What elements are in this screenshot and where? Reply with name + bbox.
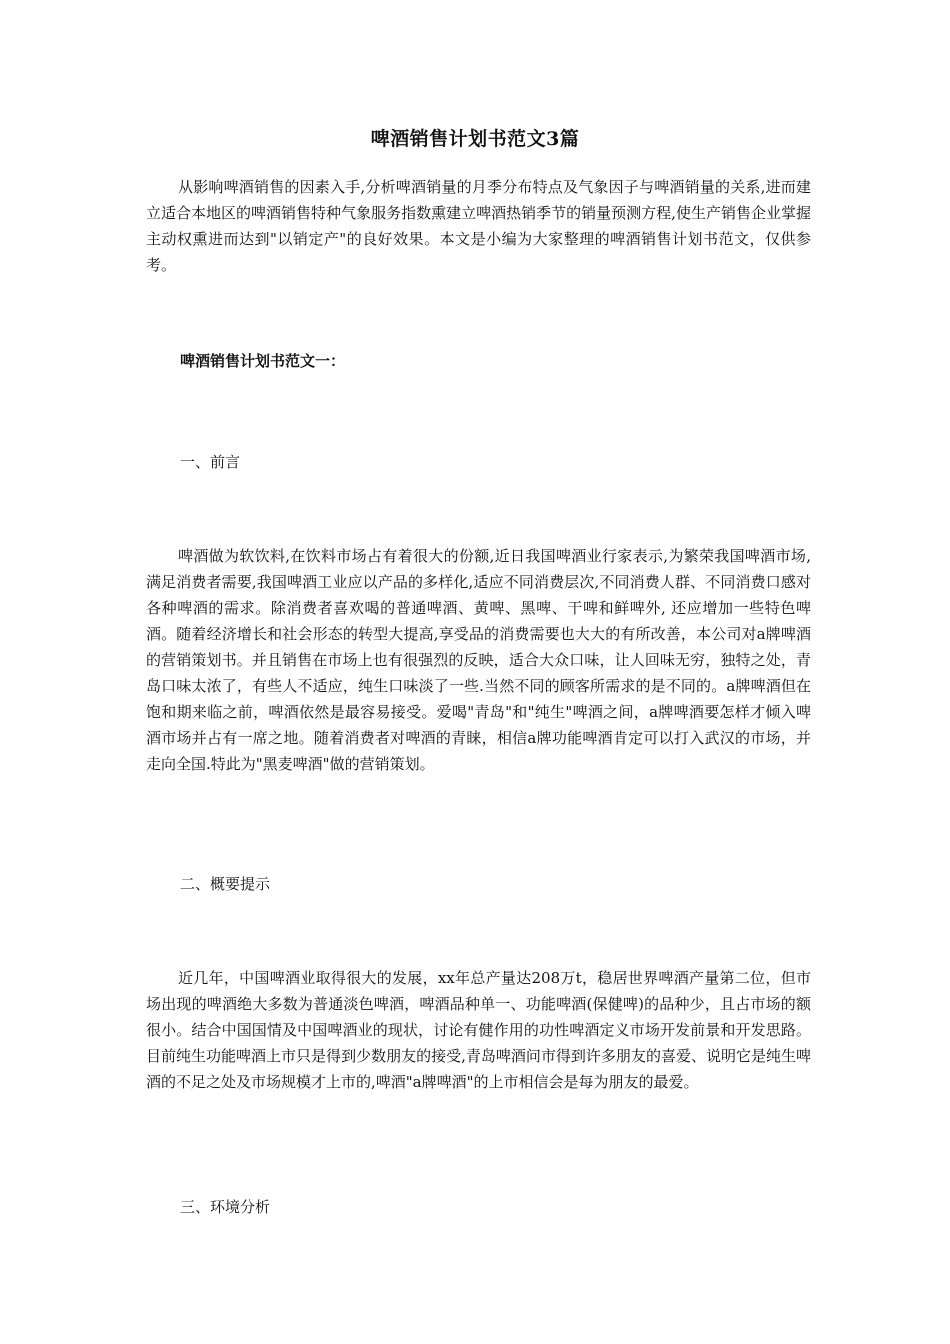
preface-paragraph: 啤酒做为软饮料,在饮料市场占有着很大的份额,近日我国啤酒业行家表示,为繁荣我国啤酒市场,满足消费者需要,我国啤酒工业应以产品的多样化,适应不同消费层次,不同消费人群、不同消费口感对各种啤酒的需求。除消费者喜欢喝的普通啤酒、黄啤、黑啤、干啤和鲜啤外, 还应增加一些特色啤酒。随着经济增长和社会形态的转型大提高,享受品的消费需要也大大的有所改善，本公司对a牌啤酒的营销策划书。并且销售在市场上也有很强烈的反映，适合大众口味，让人回味无穷，独特之处，青岛口味太浓了，有些人不适应，纯生口味淡了一些.当然不同的顾客所需求的是不同的。a牌啤酒但在饱和期来临之前，啤酒依然是最容易接受。爱喝"青岛"和"纯生"啤酒之间，a牌啤酒要怎样才倾入啤酒市场并占有一席之地。随着消费者对啤酒的青睐，相信a牌功能啤酒肯定可以打入武汉的市场，并走向全国.特此为"黑麦啤酒"做的营销策划。 xyxy=(146,547,811,773)
summary-paragraph: 近几年，中国啤酒业取得很大的发展，xx年总产量达208万t，稳居世界啤酒产量第二位，但市场出现的啤酒绝大多数为普通淡色啤酒，啤酒品种单一、功能啤酒(保健啤)的品种少，且占市场的额很小。结合中国国情及中国啤酒业的现状，讨论有健作用的功性啤酒定义市场开发前景和开发思路。目前纯生功能啤酒上市只是得到少数朋友的接受,青岛啤酒问市得到许多朋友的喜爱、说明它是纯生啤酒的不足之处及市场规模才上市的,啤酒"a牌啤酒"的上市相信会是每为朋友的最爱。 xyxy=(146,969,811,1091)
heading-preface: 一、前言 xyxy=(180,453,241,471)
heading-environment-analysis: 三、环境分析 xyxy=(180,1198,271,1216)
section-one-title: 啤酒销售计划书范文一： xyxy=(180,352,346,370)
document-title: 啤酒销售计划书范文3篇 xyxy=(370,128,580,150)
heading-summary: 二、概要提示 xyxy=(180,875,271,893)
intro-paragraph: 从影响啤酒销售的因素入手,分析啤酒销量的月季分布特点及气象因子与啤酒销量的关系,进而建立适合本地区的啤酒销售特种气象服务指数熏建立啤酒热销季节的销量预测方程,使生产销售企业掌握主动权熏进而达到"以销定产"的良好效果。本文是小编为大家整理的啤酒销售计划书范文，仅供参考。 xyxy=(146,178,811,274)
